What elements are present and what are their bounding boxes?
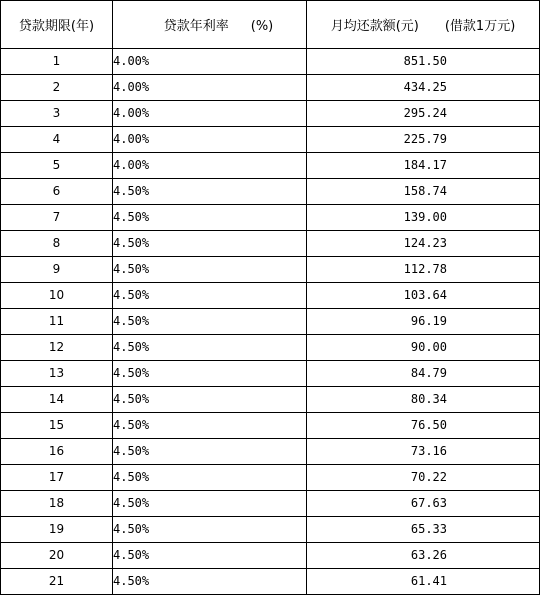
table-row bbox=[1, 153, 540, 179]
payment-cell bbox=[307, 127, 540, 153]
term-cell: 19 bbox=[1, 517, 113, 543]
payment-value: 76.50 bbox=[410, 418, 447, 432]
payment-cell bbox=[307, 413, 540, 439]
table-row bbox=[1, 517, 540, 543]
payment-cell bbox=[307, 101, 540, 127]
payment-value: 96.19 bbox=[410, 314, 447, 328]
payment-cell bbox=[307, 569, 540, 595]
table-row bbox=[1, 49, 540, 75]
rate-cell: 4.50% bbox=[113, 335, 307, 361]
header-rate-label: 贷款年利率 bbox=[163, 19, 229, 34]
payment-value: 90.00 bbox=[410, 340, 447, 354]
payment-value: 80.34 bbox=[410, 392, 447, 406]
table-row bbox=[1, 413, 540, 439]
payment-value: 124.23 bbox=[403, 236, 447, 250]
header-payment-label: 月均还款额(元) bbox=[330, 19, 419, 34]
payment-cell bbox=[307, 361, 540, 387]
payment-cell bbox=[307, 335, 540, 361]
term-cell: 5 bbox=[1, 153, 113, 179]
table-row bbox=[1, 569, 540, 595]
table-row bbox=[1, 283, 540, 309]
rate-cell: 4.50% bbox=[113, 569, 307, 595]
payment-cell bbox=[307, 491, 540, 517]
term-cell: 3 bbox=[1, 101, 113, 127]
table-row bbox=[1, 335, 540, 361]
payment-value: 63.26 bbox=[410, 548, 447, 562]
payment-cell bbox=[307, 75, 540, 101]
term-cell: 15 bbox=[1, 413, 113, 439]
rate-cell: 4.50% bbox=[113, 361, 307, 387]
term-cell: 4 bbox=[1, 127, 113, 153]
payment-value: 112.78 bbox=[403, 262, 447, 276]
term-cell: 9 bbox=[1, 257, 113, 283]
rate-cell: 4.50% bbox=[113, 179, 307, 205]
header-payment-unit: (借款1万元) bbox=[444, 19, 516, 34]
payment-cell bbox=[307, 231, 540, 257]
payment-value: 73.16 bbox=[410, 444, 447, 458]
table-row bbox=[1, 101, 540, 127]
term-cell: 18 bbox=[1, 491, 113, 517]
payment-cell bbox=[307, 49, 540, 75]
payment-value: 184.17 bbox=[403, 158, 447, 172]
payment-value: 295.24 bbox=[403, 106, 447, 120]
rate-cell: 4.00% bbox=[113, 153, 307, 179]
table-row bbox=[1, 439, 540, 465]
payment-cell bbox=[307, 465, 540, 491]
rate-cell: 4.50% bbox=[113, 283, 307, 309]
header-term: 贷款期限(年) bbox=[1, 1, 113, 49]
term-cell: 16 bbox=[1, 439, 113, 465]
payment-value: 139.00 bbox=[403, 210, 447, 224]
payment-cell bbox=[307, 543, 540, 569]
rate-cell: 4.50% bbox=[113, 465, 307, 491]
term-cell: 10 bbox=[1, 283, 113, 309]
term-cell: 21 bbox=[1, 569, 113, 595]
rate-cell: 4.00% bbox=[113, 75, 307, 101]
payment-cell bbox=[307, 205, 540, 231]
header-payment bbox=[307, 1, 540, 49]
table-row bbox=[1, 231, 540, 257]
rate-cell: 4.00% bbox=[113, 101, 307, 127]
term-cell: 2 bbox=[1, 75, 113, 101]
table-row bbox=[1, 309, 540, 335]
table-row bbox=[1, 387, 540, 413]
payment-cell bbox=[307, 439, 540, 465]
payment-value: 103.64 bbox=[403, 288, 447, 302]
term-cell: 12 bbox=[1, 335, 113, 361]
table-row bbox=[1, 361, 540, 387]
term-cell: 8 bbox=[1, 231, 113, 257]
table-header bbox=[1, 1, 540, 49]
table-row bbox=[1, 257, 540, 283]
table-row bbox=[1, 491, 540, 517]
table-row bbox=[1, 205, 540, 231]
payment-value: 65.33 bbox=[410, 522, 447, 536]
payment-cell bbox=[307, 517, 540, 543]
rate-cell: 4.50% bbox=[113, 439, 307, 465]
rate-cell: 4.50% bbox=[113, 517, 307, 543]
rate-cell: 4.00% bbox=[113, 49, 307, 75]
table-row bbox=[1, 543, 540, 569]
table-row bbox=[1, 465, 540, 491]
term-cell: 7 bbox=[1, 205, 113, 231]
term-cell: 13 bbox=[1, 361, 113, 387]
term-cell: 11 bbox=[1, 309, 113, 335]
payment-value: 70.22 bbox=[410, 470, 447, 484]
table-body bbox=[1, 49, 540, 595]
header-rate-unit: (%) bbox=[250, 19, 274, 34]
payment-value: 225.79 bbox=[403, 132, 447, 146]
payment-value: 61.41 bbox=[410, 574, 447, 588]
term-cell: 14 bbox=[1, 387, 113, 413]
payment-value: 84.79 bbox=[410, 366, 447, 380]
table-row bbox=[1, 179, 540, 205]
rate-cell: 4.50% bbox=[113, 413, 307, 439]
term-cell: 20 bbox=[1, 543, 113, 569]
header-row bbox=[1, 1, 540, 49]
payment-value: 851.50 bbox=[403, 54, 447, 68]
rate-cell: 4.00% bbox=[113, 127, 307, 153]
payment-value: 67.63 bbox=[410, 496, 447, 510]
table-row bbox=[1, 75, 540, 101]
rate-cell: 4.50% bbox=[113, 309, 307, 335]
rate-cell: 4.50% bbox=[113, 205, 307, 231]
table-row bbox=[1, 127, 540, 153]
rate-cell: 4.50% bbox=[113, 491, 307, 517]
rate-cell: 4.50% bbox=[113, 387, 307, 413]
payment-cell bbox=[307, 283, 540, 309]
header-rate bbox=[113, 1, 307, 49]
rate-cell: 4.50% bbox=[113, 257, 307, 283]
payment-cell bbox=[307, 257, 540, 283]
payment-value: 158.74 bbox=[403, 184, 447, 198]
rate-cell: 4.50% bbox=[113, 231, 307, 257]
payment-value: 434.25 bbox=[403, 80, 447, 94]
payment-cell bbox=[307, 179, 540, 205]
term-cell: 17 bbox=[1, 465, 113, 491]
term-cell: 6 bbox=[1, 179, 113, 205]
rate-cell: 4.50% bbox=[113, 543, 307, 569]
term-cell: 1 bbox=[1, 49, 113, 75]
payment-cell bbox=[307, 153, 540, 179]
payment-cell bbox=[307, 309, 540, 335]
payment-cell bbox=[307, 387, 540, 413]
